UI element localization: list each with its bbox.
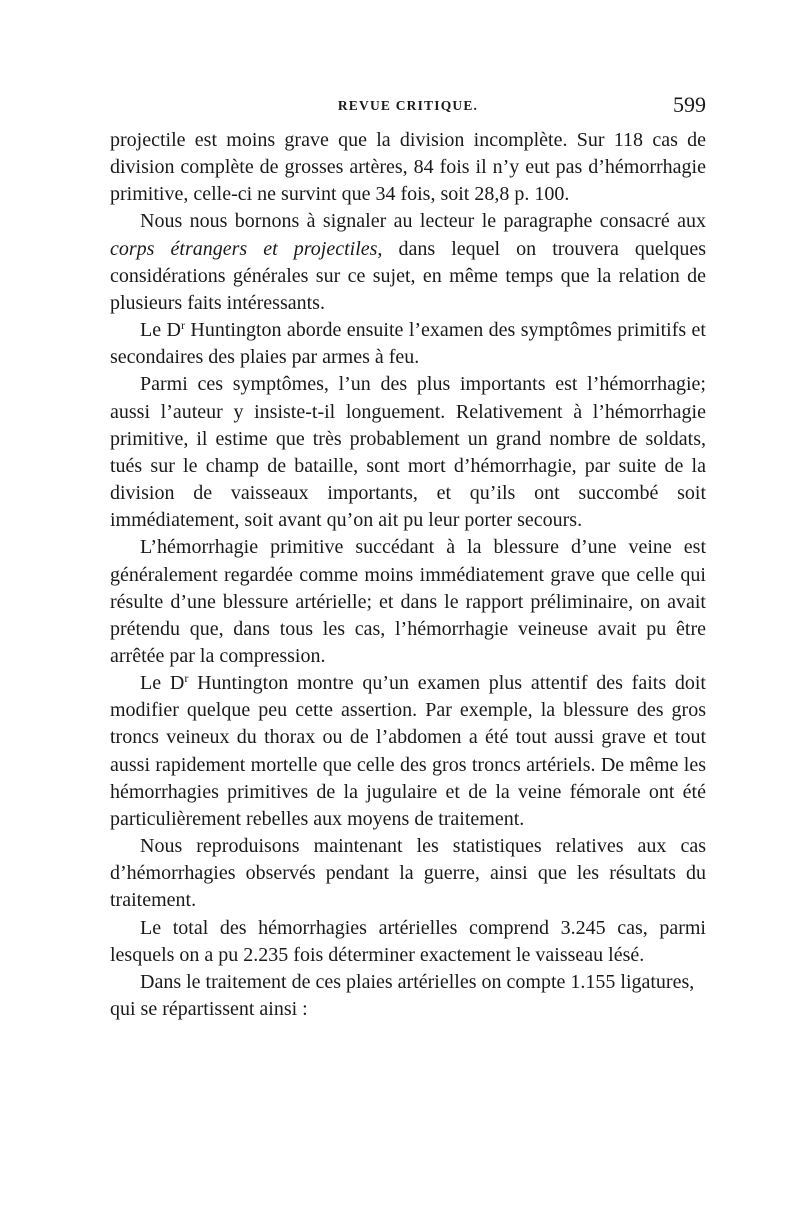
paragraph-examination <box>110 670 706 833</box>
doctor-abbrev: Le D <box>140 319 181 342</box>
paragraph-ligatures: Dans le traitement de ces plaies artérielles on compte 1.155 ligatures, qui se répartissent ainsi : <box>110 970 695 1020</box>
running-header <box>110 92 706 122</box>
paragraph-hemorrhage: Parmi ces symptômes, l’un des plus importants est l’hémorrhagie; aussi l’auteur y insiste-t-il longuement. Relativement à l’hémorrhagie primitive, il estime que très probablement un grand nombre de soldats, tués sur le champ de bataille, sont mort d’hémorrhagie, par suite de la division de vaisseaux importants, et qu’ils ont succombé soit immédiatement, soit avant qu’on ait pu leur porter secours. <box>110 373 706 532</box>
italic-phrase: corps étrangers et projectiles <box>110 237 378 260</box>
paragraph-venous: L’hémorrhagie primitive succédant à la blessure d’une veine est généralement regardée comme moins immédiatement grave que celle qui résulte d’une blessure artérielle; et dans le rapport préliminaire, on avait prétendu que, dans tous les cas, l’hémorrhagie veineuse avait pu être arrêtée par la compression. <box>110 536 706 667</box>
paragraph-total: Le total des hémorrhagies artérielles comprend 3.245 cas, parmi lesquels on a pu 2.235 fois déterminer exactement le vaisseau lésé. <box>110 916 706 966</box>
paragraph-foreign-bodies <box>110 208 706 317</box>
page-number: 599 <box>673 92 706 117</box>
superscript: r <box>184 671 189 686</box>
superscript: r <box>180 318 185 333</box>
body-text <box>110 127 706 1023</box>
paragraph-statistics: Nous reproduisons maintenant les statistiques relatives aux cas d’hémorrhagies observés pendant la guerre, ainsi que les résultats du traitement. <box>110 835 706 912</box>
paragraph-text: Huntington aborde ensuite l’examen des symptômes primitifs et secondaires des plaies par armes à feu. <box>110 319 706 369</box>
doctor-abbrev: Le D <box>140 672 185 695</box>
paragraph-symptoms <box>110 317 706 371</box>
running-title: REVUE CRITIQUE. <box>337 98 479 113</box>
paragraph-text: Huntington montre qu’un examen plus attentif des faits doit modifier quelque peu cette assertion. Par exemple, la blessure des gros troncs veineux du thorax ou de l’abdomen a été tout aussi grave et tout aussi rapidement mortelle que celle des gros troncs artériels. De même les hémorrhagies primitives de la jugulaire et de la veine fémorale ont été particulièrement rebelles aux moyens de traitement. <box>110 672 706 830</box>
paragraph-text: , dans lequel on trouvera quelques considérations générales sur ce sujet, en même temps que la relation de plusieurs faits intéressants. <box>110 237 706 314</box>
paragraph-continued: projectile est moins grave que la division incomplète. Sur 118 cas de division complète de grosses artères, 84 fois il n’y eut pas d’hémorrhagie primitive, celle-ci ne survint que 34 fois, soit 28,8 p. 100. <box>110 129 706 206</box>
paragraph-text: Nous nous bornons à signaler au lecteur le paragraphe consacré aux <box>140 210 706 233</box>
